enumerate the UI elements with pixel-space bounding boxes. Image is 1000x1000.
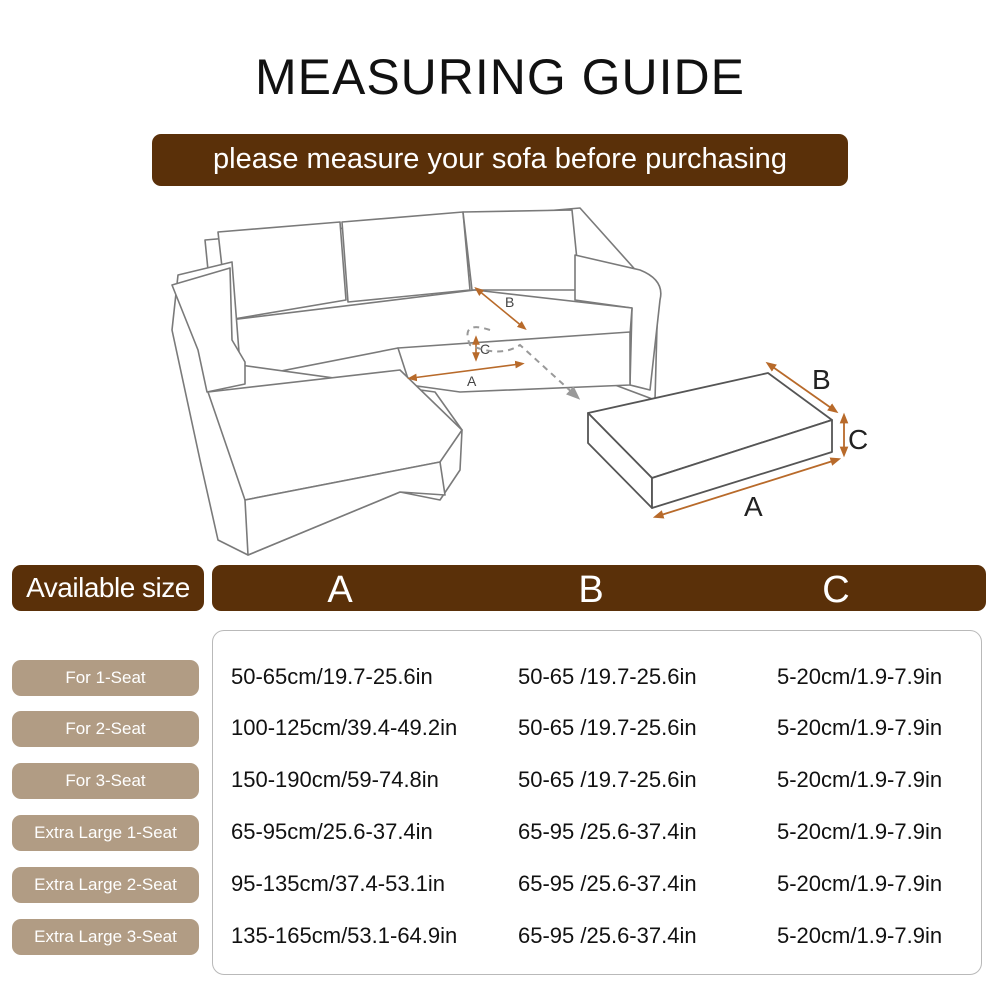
row-label: For 1-Seat (12, 660, 199, 696)
cushion-label-c: C (848, 424, 869, 455)
cell-b: 65-95 /25.6-37.4in (518, 871, 697, 896)
sofa-label-c: C (480, 341, 491, 357)
row-label: Extra Large 1-Seat (12, 815, 199, 851)
row-label: Extra Large 3-Seat (12, 919, 199, 955)
cell-a: 50-65cm/19.7-25.6in (231, 664, 433, 689)
cell-b: 65-95 /25.6-37.4in (518, 923, 697, 948)
cell-a: 150-190cm/59-74.8in (231, 767, 439, 792)
column-header-a: A (327, 569, 353, 611)
instruction-banner: please measure your sofa before purchasing (152, 134, 848, 186)
back-cushion-right (463, 210, 580, 290)
sofa-label-a: A (467, 373, 477, 389)
row-label: For 3-Seat (12, 763, 199, 799)
cell-c: 5-20cm/1.9-7.9in (777, 715, 943, 740)
cell-c: 5-20cm/1.9-7.9in (777, 871, 943, 896)
cell-c: 5-20cm/1.9-7.9in (777, 664, 943, 689)
column-header-c: C (822, 569, 850, 611)
cell-b: 50-65 /19.7-25.6in (518, 715, 697, 740)
cell-a: 95-135cm/37.4-53.1in (231, 871, 446, 896)
sofa-label-b: B (505, 294, 515, 310)
cell-b: 50-65 /19.7-25.6in (518, 767, 697, 792)
column-header-bar (212, 565, 986, 611)
row-label: Extra Large 2-Seat (12, 867, 199, 903)
cushion-label-b: B (812, 364, 831, 395)
back-cushion-middle (342, 212, 470, 302)
sofa-measurement-diagram (150, 200, 890, 565)
cell-a: 135-165cm/53.1-64.9in (231, 923, 458, 948)
cushion-label-a: A (744, 491, 763, 522)
cell-c: 5-20cm/1.9-7.9in (777, 819, 943, 844)
cell-c: 5-20cm/1.9-7.9in (777, 923, 943, 948)
cell-b: 65-95 /25.6-37.4in (518, 819, 697, 844)
page-title: MEASURING GUIDE (254, 49, 746, 105)
cell-c: 5-20cm/1.9-7.9in (777, 767, 943, 792)
row-label: For 2-Seat (12, 711, 199, 747)
cell-b: 50-65 /19.7-25.6in (518, 664, 697, 689)
available-size-header: Available size (12, 565, 204, 611)
cell-a: 100-125cm/39.4-49.2in (231, 715, 458, 740)
column-header-b: B (578, 569, 604, 611)
cell-a: 65-95cm/25.6-37.4in (231, 819, 433, 844)
